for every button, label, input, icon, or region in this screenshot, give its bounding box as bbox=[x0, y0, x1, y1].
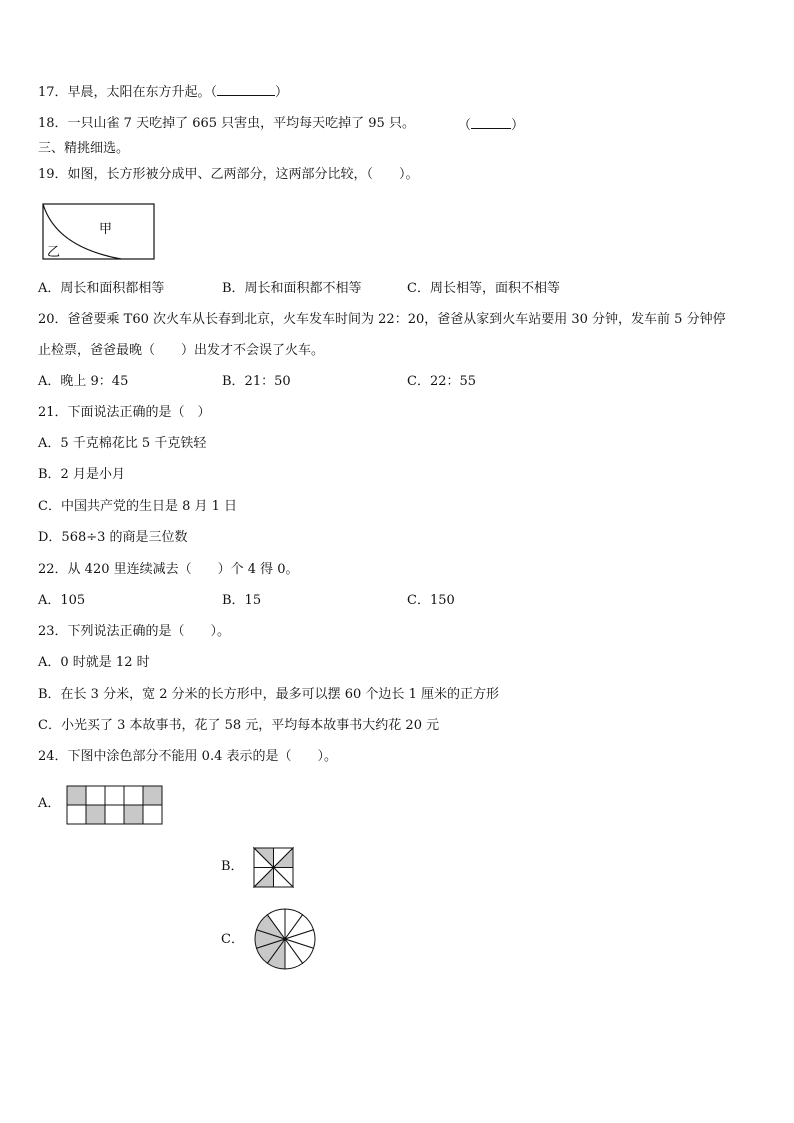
question-17 bbox=[38, 82, 288, 102]
grid-cell-shaded bbox=[67, 786, 86, 805]
question-18-close: ） bbox=[511, 118, 525, 133]
q21-option-a[interactable]: A．5 千克棉花比 5 千克铁轻 bbox=[38, 436, 207, 451]
circle-figure[interactable] bbox=[253, 907, 317, 971]
q21-option-c[interactable]: C．中国共产党的生日是 8 月 1 日 bbox=[38, 499, 238, 514]
question-23-text: 23．下列说法正确的是（ ）。 bbox=[38, 624, 231, 639]
q21-option-b[interactable]: B．2 月是小月 bbox=[38, 467, 125, 482]
q19-option-a[interactable]: A．周长和面积都相等 bbox=[38, 281, 165, 296]
q24-option-c-label[interactable]: C． bbox=[221, 932, 244, 947]
q20-option-a[interactable]: A．晚上 9：45 bbox=[38, 374, 129, 389]
grid-cell bbox=[124, 786, 143, 805]
grid-cell-shaded bbox=[86, 805, 105, 824]
grid-cell-shaded bbox=[124, 805, 143, 824]
rectangle-figure bbox=[42, 201, 156, 261]
answer-blank-17[interactable] bbox=[217, 82, 275, 96]
grid-cell-shaded bbox=[143, 786, 162, 805]
grid-cell bbox=[86, 786, 105, 805]
grid-cell bbox=[105, 805, 124, 824]
question-19-text: 19．如图，长方形被分成甲、乙两部分，这两部分比较，（ ）。 bbox=[38, 167, 419, 182]
q22-option-b[interactable]: B．15 bbox=[222, 593, 262, 608]
grid-cell bbox=[143, 805, 162, 824]
grid-cell bbox=[67, 805, 86, 824]
question-18-open: （ bbox=[458, 118, 472, 133]
q19-option-b[interactable]: B．周长和面积都不相等 bbox=[222, 281, 362, 296]
q21-option-d[interactable]: D．568÷3 的商是三位数 bbox=[38, 530, 188, 545]
question-18-text: 18．一只山雀 7 天吃掉了 665 只害虫，平均每天吃掉了 95 只。 bbox=[38, 116, 415, 131]
question-18 bbox=[38, 115, 415, 133]
label-yi: 乙 bbox=[47, 245, 61, 260]
question-17-close: ） bbox=[275, 85, 289, 100]
question-20-line2: 止检票，爸爸最晚（ ）出发才不会误了火车。 bbox=[38, 343, 325, 358]
q24-option-a-label[interactable]: A． bbox=[38, 796, 61, 811]
question-20-line1: 20．爸爸要乘 T60 次火车从长春到北京，火车发车时间为 22：20，爸爸从家到火车站要用 30 分钟，发车前 5 分钟停 bbox=[38, 312, 726, 327]
q22-option-a[interactable]: A．105 bbox=[38, 593, 86, 608]
label-jia: 甲 bbox=[99, 222, 113, 237]
q23-option-b[interactable]: B．在长 3 分米，宽 2 分米的长方形中，最多可以摆 60 个边长 1 厘米的正方形 bbox=[38, 687, 499, 702]
q24-option-b-label[interactable]: B． bbox=[221, 859, 244, 874]
section-heading: 三、精挑细选。 bbox=[38, 141, 130, 156]
question-24-text: 24．下图中涂色部分不能用 0.4 表示的是（ ）。 bbox=[38, 749, 337, 764]
grid-figure[interactable] bbox=[66, 785, 164, 824]
square-figure[interactable] bbox=[253, 847, 294, 888]
q22-option-c[interactable]: C．150 bbox=[407, 593, 455, 608]
question-22-text: 22．从 420 里连续减去（ ）个 4 得 0。 bbox=[38, 562, 299, 577]
grid-cell bbox=[105, 786, 124, 805]
q20-option-c[interactable]: C．22：55 bbox=[407, 374, 477, 389]
answer-blank-18[interactable] bbox=[471, 115, 511, 129]
q23-option-c[interactable]: C．小光买了 3 本故事书，花了 58 元，平均每本故事书大约花 20 元 bbox=[38, 718, 440, 733]
q23-option-a[interactable]: A．0 时就是 12 时 bbox=[38, 655, 150, 670]
q19-option-c[interactable]: C．周长相等，面积不相等 bbox=[407, 281, 560, 296]
question-21-text: 21．下面说法正确的是（ ） bbox=[38, 405, 211, 420]
answer-18 bbox=[458, 115, 524, 135]
question-17-text: 17．早晨，太阳在东方升起。（ bbox=[38, 85, 218, 100]
q20-option-b[interactable]: B．21：50 bbox=[222, 374, 291, 389]
